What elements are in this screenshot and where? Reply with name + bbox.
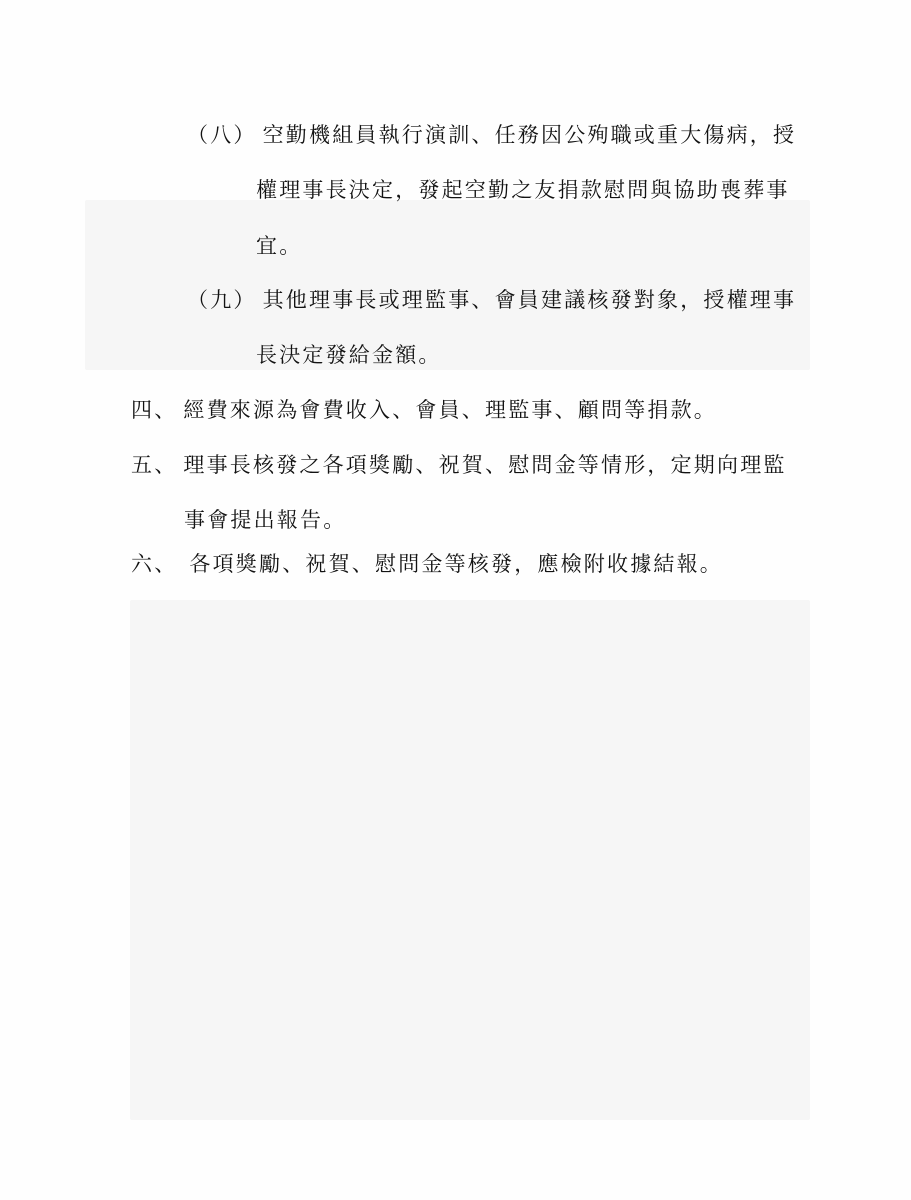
section-6-marker: 六、 <box>131 552 178 576</box>
section-4-line-1 <box>131 396 717 424</box>
bleed-through-table <box>85 200 810 370</box>
section-4-marker: 四、 <box>131 398 178 422</box>
item-8-line-1 <box>187 121 796 149</box>
item-8-text-3: 宜。 <box>256 234 303 258</box>
section-6-line-1 <box>131 550 723 578</box>
item-8-text-1: 空勤機組員執行演訓、任務因公殉職或重大傷病，授 <box>262 123 797 147</box>
bleed-through-text <box>130 600 810 1120</box>
section-5-line-1 <box>131 451 787 479</box>
section-5-line-2 <box>184 506 346 534</box>
item-9-text-1: 其他理事長或理監事、會員建議核發對象，授權理事 <box>262 288 797 312</box>
item-9-line-2 <box>256 341 442 369</box>
item-9-marker: （九） <box>187 288 257 312</box>
item-8-text-2: 權理事長決定，發起空勤之友捐款慰問與協助喪葬事 <box>256 178 790 202</box>
section-5-text-2: 事會提出報告。 <box>184 508 347 532</box>
item-9-text-2: 長決定發給金額。 <box>256 343 442 367</box>
item-8-line-3 <box>256 232 302 260</box>
section-5-text-1: 理事長核發之各項獎勵、祝賀、慰問金等情形，定期向理監 <box>183 453 787 477</box>
item-8-line-2 <box>256 176 790 204</box>
section-4-text-1: 經費來源為會費收入、會員、理監事、顧問等捐款。 <box>183 398 718 422</box>
section-5-marker: 五、 <box>131 453 178 477</box>
item-8-marker: （八） <box>187 123 257 147</box>
section-6-text-1: 各項獎勵、祝賀、慰問金等核發，應檢附收據結報。 <box>189 552 724 576</box>
item-9-line-1 <box>187 286 796 314</box>
